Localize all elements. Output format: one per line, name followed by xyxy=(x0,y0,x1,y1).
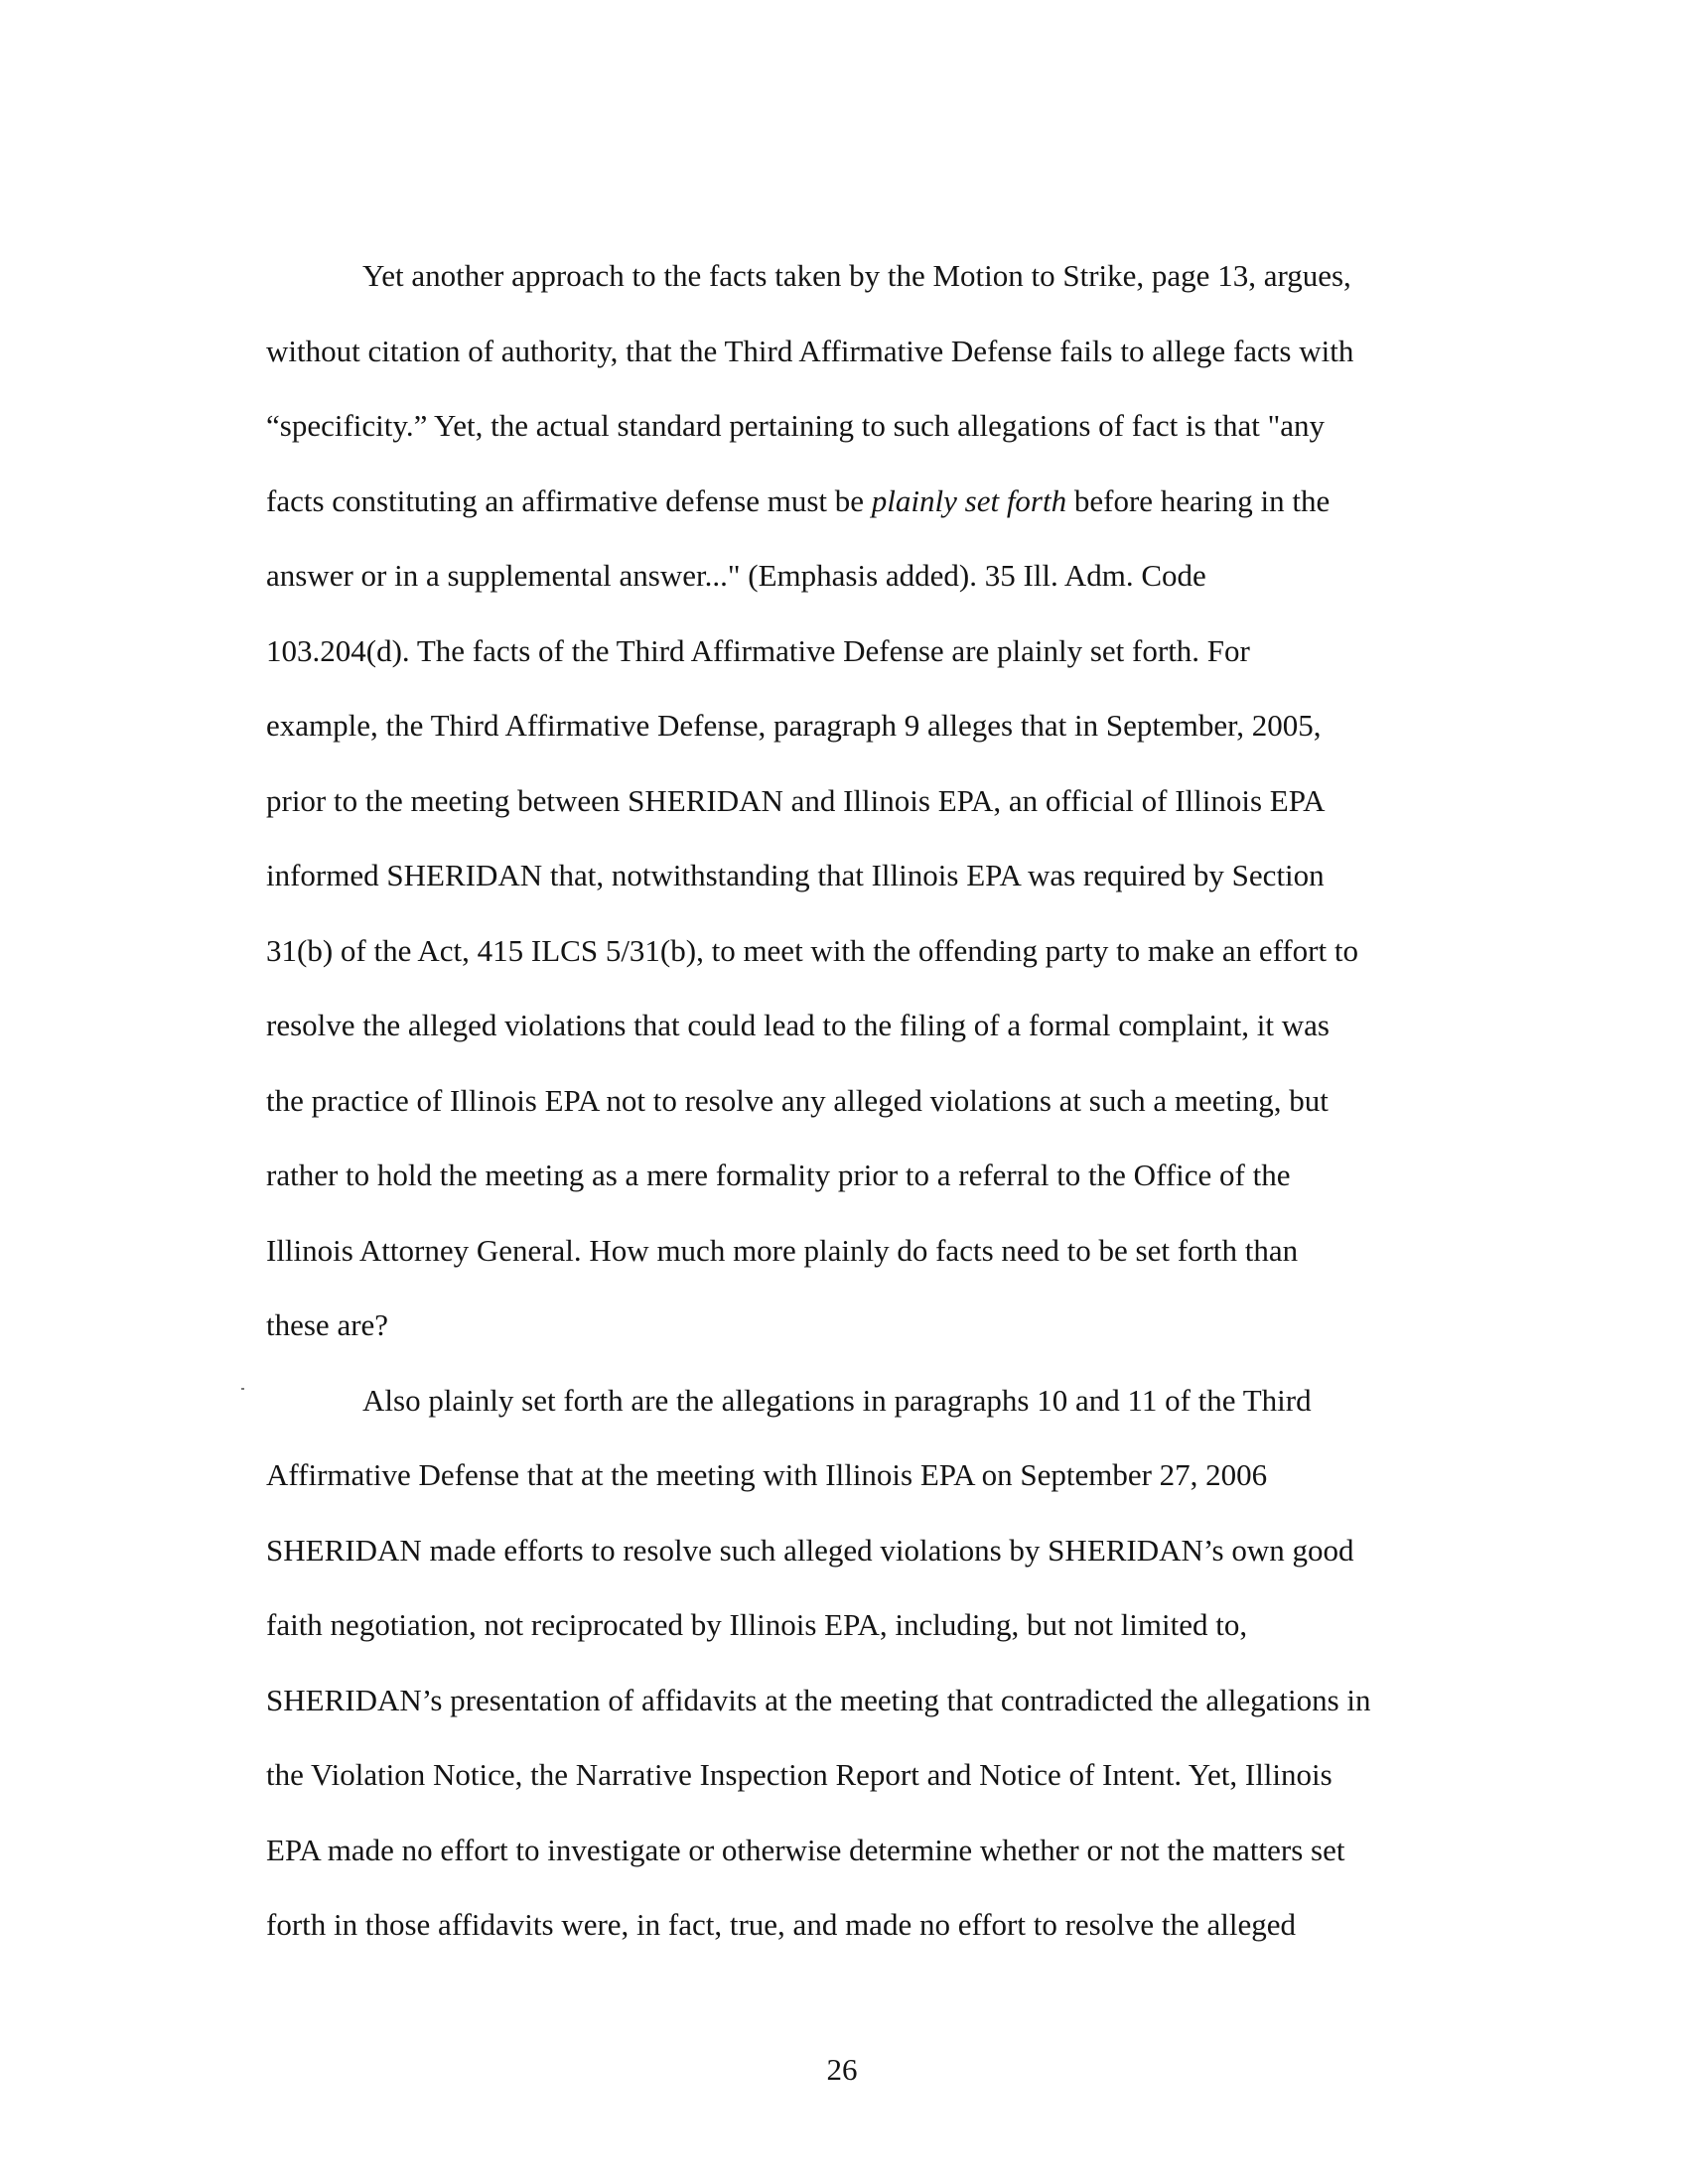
paragraph-line: forth in those affidavits were, in fact, true, and made no effort to resolve the alleged xyxy=(266,1907,1296,1942)
paragraph-line: these are? xyxy=(266,1307,389,1342)
paragraph-line: Also plainly set forth are the allegations in paragraphs 10 and 11 of the Third xyxy=(362,1382,1312,1418)
page-number: 26 xyxy=(826,2052,858,2087)
paragraph-line: SHERIDAN made efforts to resolve such alleged violations by SHERIDAN’s own good xyxy=(266,1532,1354,1568)
paragraph-line: Illinois Attorney General. How much more plainly do facts need to be set forth than xyxy=(266,1232,1299,1268)
paragraph-line: informed SHERIDAN that, notwithstanding that Illinois EPA was required by Section xyxy=(266,858,1325,892)
paragraph-line: example, the Third Affirmative Defense, paragraph 9 alleges that in September, 2005, xyxy=(266,708,1322,743)
paragraph-line: the practice of Illinois EPA not to resolve any alleged violations at such a meeting, but xyxy=(266,1082,1329,1118)
scan-speck xyxy=(241,1388,244,1390)
paragraph-line: “specificity.” Yet, the actual standard pertaining to such allegations of fact is that "any xyxy=(266,408,1326,443)
paragraph-line xyxy=(266,464,1448,539)
paragraph-line: faith negotiation, not reciprocated by Illinois EPA, including, but not limited to, xyxy=(266,1607,1248,1642)
paragraph-line: 103.204(d). The facts of the Third Affirmative Defense are plainly set forth. For xyxy=(266,632,1250,668)
paragraph-line: the Violation Notice, the Narrative Inspection Report and Notice of Intent. Yet, Illinois xyxy=(266,1757,1333,1792)
line-text: before hearing in the xyxy=(1066,482,1331,518)
paragraph-line: SHERIDAN’s presentation of affidavits at the meeting that contradicted the allegations in xyxy=(266,1682,1371,1717)
paragraph-line: resolve the alleged violations that could lead to the filing of a formal complaint, it was xyxy=(266,1008,1330,1042)
paragraph-line: rather to hold the meeting as a mere formality prior to a referral to the Office of the xyxy=(266,1158,1291,1192)
body-text xyxy=(266,238,1448,1963)
paragraph-line: answer or in a supplemental answer..." (Emphasis added). 35 Ill. Adm. Code xyxy=(266,558,1206,593)
emphasized-text: plainly set forth xyxy=(871,482,1067,518)
paragraph-line: EPA made no effort to investigate or otherwise determine whether or not the matters set xyxy=(266,1832,1345,1867)
paragraph-line: prior to the meeting between SHERIDAN and Illinois EPA, an official of Illinois EPA xyxy=(266,782,1326,818)
line-text: facts constituting an affirmative defense must be xyxy=(266,482,872,518)
paragraph-line: Yet another approach to the facts taken by the Motion to Strike, page 13, argues, xyxy=(362,258,1351,293)
paragraph-line: Affirmative Defense that at the meeting with Illinois EPA on September 27, 2006 xyxy=(266,1457,1268,1492)
paragraph-line: 31(b) of the Act, 415 ILCS 5/31(b), to meet with the offending party to make an effort to xyxy=(266,932,1358,968)
paragraph-line: without citation of authority, that the Third Affirmative Defense fails to allege facts with xyxy=(266,333,1354,368)
